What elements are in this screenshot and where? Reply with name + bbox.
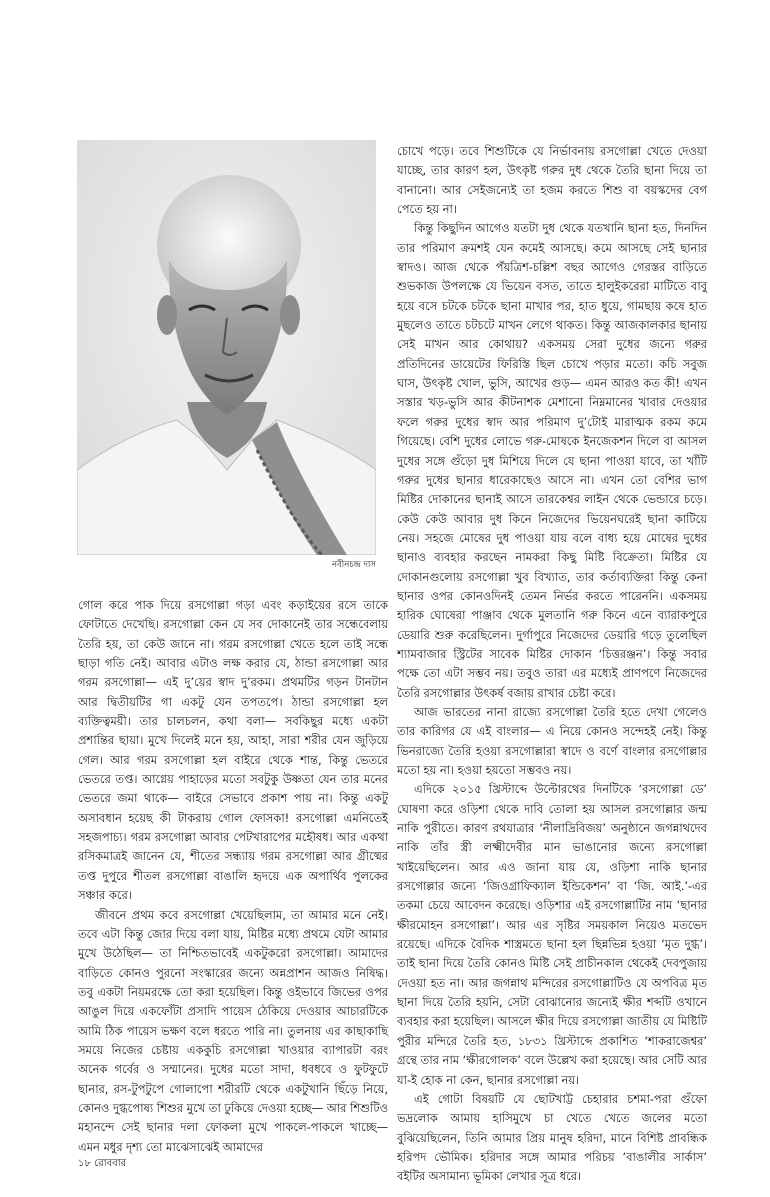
- paragraph: জীবনে প্রথম কবে রসগোল্লা খেয়েছিলাম, তা আমার মনে নেই। তবে এটা কিন্তু জোর দিয়ে বলা যায়, মিষ্টির মধ্যে প্রথমে যেটা আমার মুখে উঠেছিল— তা নিশ্চিতভাবেই একটুকরো রসগোল্লা। আমাদের বাড়িতে কোনও পুরনো সংস্কারের জন্যে অন্নপ্রাশন আজও নিষিদ্ধ। তবু একটা নিয়মরক্ষে তো করা হয়েছিল। কিন্তু ওইভাবে জিভের ওপর আঙুল দিয়ে একফোঁটা প্রসাদি পায়েস ঠেকিয়ে দেওয়ার আচারটিকে আমি ঠিক পায়েস ভক্ষণ বলে ধরতে পারি না। তুলনায় এর কাছাকাছি সময়ে নিজের চেষ্টায় এককুচি রসগোল্লা খাওয়ার ব্যাপারটা বরং অনেক গর্বের ও সম্মানের। দুধের মতো সাদা, ধবধবে ও ফুটফুটে ছানার, রস-টুপটুপে গোলাপো শরীরটি থেকে একটুখানি ছিঁড়ে নিয়ে, কোনও দুগ্ধপোষ্য শিশুর মুখে তা ঢুকিয়ে দেওয়া হচ্ছে— আর শিশুটিও মহানন্দে সেই ছানার দলা ফোকলা মুখে পাকলে-পাকলে খাচ্ছে— এমন মধুর দৃশ্য তো মাঝেসাঝেই আমাদের: [78, 907, 388, 1154]
- portrait-illustration: [77, 140, 376, 555]
- paragraph: চোখে পড়ে। তবে শিশুটিকে যে নির্ভাবনায় রসগোল্লা খেতে দেওয়া যাচ্ছে, তার কারণ হল, উৎকৃষ্ট গরুর দুধ থেকে তৈরি ছানা দিয়ে তা বানানো। আর সেইজন্যেই তা হজম করতে শিশু বা বয়স্কদের বেগ পেতে হয় না।: [397, 144, 707, 217]
- portrait-photo: [77, 140, 376, 555]
- paragraph: এই গোটা বিষয়টি যে ছোটখাট্ট চেহারার চশমা-পরা গুঁফো ভদ্রলোক আমায় হাসিমুখে চা খেতে খেতে জলের মতো বুঝিয়েছিলেন, তিনি আমার প্রিয় মানুষ হরিদা, মানে বিশিষ্ট প্রাবন্ধিক হরিপদ ভৌমিক। হরিদার সঙ্গে আমার পরিচয় ‘বাঙালীর সার্কাস’ বইটির অসামান্য ভূমিকা লেখার সূত্র ধরে।: [397, 1091, 707, 1184]
- right-column: [397, 142, 707, 1187]
- paragraph: আজ ভারতের নানা রাজ্যে রসগোল্লা তৈরি হতে দেখা গেলেও তার কারিগর যে এই বাংলার— এ নিয়ে কোনও সন্দেহই নেই। কিন্তু ভিনরাজ্যে তৈরি হওয়া রসগোল্লারা স্বাদে ও বর্ণে বাংলার রসগোল্লার মতো হয় না। হওয়া হয়তো সম্ভবও নয়।: [397, 704, 707, 777]
- left-column: [78, 596, 388, 1157]
- paragraph: গোল করে পাক দিয়ে রসগোল্লা গড়া এবং কড়াইয়ের রসে তাকে ফোটাতে দেখেছি। রসগোল্লা কেন যে সব দোকানেই তার সন্ধেবেলায় তৈরি হয়, তা কেউ জানে না। গরম রসগোল্লা খেতে হলে তাই সন্ধে ছাড়া গতি নেই। আবার এটাও লক্ষ করার যে, ঠান্ডা রসগোল্লা আর গরম রসগোল্লা— এই দু’য়ের স্বাদ দু’রকম। প্রথমটির গড়ন টানটান আর দ্বিতীয়টির গা একটু যেন তপতপে। ঠান্ডা রসগোল্লা হল ব্যক্তিত্বময়ী। তার চালচলন, কথা বলা— সবকিছুর মধ্যে একটা প্রশান্তির ছায়া। মুখে দিলেই মনে হয়, আহা, সারা শরীর যেন জুড়িয়ে গেল। আর গরম রসগোল্লা হল বাইরে থেকে শান্ত, কিন্তু ভেতরে ভেতরে তপ্ত। আগ্নেয় পাহাড়ের মতো সবটুকু উষ্ণতা যেন তার মনের ভেতরে জমা থাকে— বাইরে সেভাবে প্রকাশ পায় না। কিন্তু একটু অসাবধান হয়েছ কী টাকরায় গোল ফোসকা! রসগোল্লা এমনিতেই সহজপাচ্য। গরম রসগোল্লা আবার পেটখারাপের মহৌষধ। আর একথা রসিকমাত্রই জানেন যে, শীতের সন্ধ্যায় গরম রসগোল্লা আর গ্রীষ্মের তপ্ত দুপুরে শীতল রসগোল্লা বাঙালি হৃদয়ে এক অপার্থিব পুলকের সঞ্চার করে।: [78, 598, 388, 903]
- paragraph: কিন্তু কিছুদিন আগেও যতটা দুধ থেকে যতখানি ছানা হত, দিনদিন তার পরিমাণ ক্রমশই যেন কমেই আসছে। কমে আসছে সেই ছানার স্বাদও। আজ থেকে পঁয়ত্রিশ-চল্লিশ বছর আগেও গেরস্তর বাড়িতে শুভকাজ উপলক্ষে যে ভিয়েন বসত, তাতে হালুইকরেরা মাটিতে বাবু হয়ে বসে চটকে চটকে ছানা মাখার পর, হাত ধুয়ে, গামছায় কষে হাত মুছলেও তাতে চটচটে মাখন লেগে থাকত। কিন্তু আজকালকার ছানায় সেই মাখন আর কোথায়? একসময় সেরা দুধের জন্যে গরুর প্রতিদিনের ডায়েটের ফিরিস্তি ছিল চোখে পড়ার মতো। কচি সবুজ ঘাস, উৎকৃষ্ট খোল, ভুসি, আখের গুড়— এমন আরও কত কী! এখন সস্তার খড়-ভুসি আর কীটনাশক মেশানো নিম্নমানের খাবার দেওয়ার ফলে গরুর দুধের স্বাদ আর পরিমাণ দু’টোই মারাত্মক রকম কমে গিয়েছে। বেশি দুধের লোভে গরু-মোষকে ইনজেকশন দিলে বা আসল দুধের সঙ্গে গুঁড়ো দুধ মিশিয়ে দিলে যে ছানা পাওয়া যাবে, তা খাঁটি গরুর দুধের ছানার ধারেকাছেও আসে না। এখন তো বেশির ভাগ মিষ্টির দোকানের ছানাই আসে তারকেশ্বর লাইন থেকে ভেন্ডারে চড়ে। কেউ কেউ আবার দুধ কিনে নিজেদের ভিয়েনঘরেই ছানা কাটিয়ে নেয়। সহজে মোষের দুধ পাওয়া যায় বলে বাধ্য হয়ে মোষের দুধের ছানাও ব্যবহার করছেন নামকরা কিছু মিষ্টি বিক্রেতা। মিষ্টির যে দোকানগুলোয় রসগোল্লা খুব বিখ্যাত, তার কর্তাব্যক্তিরা কিন্তু কেনা ছানার ওপর কোনওদিনই তেমন নির্ভর করতে পারেননি। একসময় হারিক ঘোষেরা পাঞ্জাব থেকে মুলতানি গরু কিনে এনে ব্যারাকপুরে ডেয়ারি শুরু করেছিলেন। দুর্গাপুরে নিজেদের ডেয়ারি গড়ে তুলেছিল শ্যামবাজার স্ট্রিটের সাবেক মিষ্টির দোকান ‘চিত্তরঞ্জন’। কিন্তু সবার পক্ষে তো এটা সম্ভব নয়। তবুও তারা এর মধ্যেই প্রাণপণে নিজেদের তৈরি রসগোল্লার উৎকর্ষ বজায় রাখার চেষ্টা করে।: [397, 221, 708, 700]
- paragraph: এদিকে ২০১৫ খ্রিস্টাব্দে উল্টোরথের দিনটিকে ‘রসগোল্লা ডে’ ঘোষণা করে ওড়িশা থেকে দাবি তোলা হয় আসল রসগোল্লার জন্ম নাকি পুরীতে। কারণ রথযাত্রার ‘নীলাদ্রিবিজয়’ অনুষ্ঠানে জগন্নাথদেব নাকি তাঁর স্ত্রী লক্ষ্মীদেবীর মান ভাঙানোর জন্যে রসগোল্লা খাইয়েছিলেন। আর এও জানা যায় যে, ওড়িশা নাকি ছানার রসগোল্লার জন্যে ‘জিওগ্রাফিক্যাল ইন্ডিকেশন’ বা ‘জি. আই.’-এর তকমা চেয়ে আবেদন করেছে। ওড়িশার এই রসগোল্লাটির নাম ‘ছানার ক্ষীরমোহন রসগোল্লা’। আর এর সৃষ্টির সময়কাল নিয়েও মতভেদ রয়েছে। এদিকে বৈদিক শাস্ত্রমতে ছানা হল ছিন্নভিন্ন হওয়া ‘মৃত দুগ্ধ’। তাই ছানা দিয়ে তৈরি কোনও মিষ্টি সেই প্রাচীনকাল থেকেই দেবপুজায় দেওয়া হত না। আর জগন্নাথ মন্দিরের রসগোল্লাটিও যে অপবিত্র মৃত ছানা দিয়ে তৈরি হয়নি, সেটা বোঝানোর জন্যেই ক্ষীর শব্দটি ওখানে ব্যবহার করা হয়েছিল। আসলে ক্ষীর দিয়ে রসগোল্লা জাতীয় যে মিষ্টিটি পুরীর মন্দিরে তৈরি হত, ১৮৩১ খ্রিস্টাব্দে প্রকাশিত ‘শাকরাজেশ্বর’ গ্রন্থে তার নাম ‘ক্ষীরগোলক’ বলে উল্লেখ করা হয়েছে। আর সেটি আর যা-ই হোক না কেন, ছানার রসগোল্লা নয়।: [397, 782, 707, 1087]
- photo-caption: নবীনচন্দ্র দাস: [331, 560, 376, 570]
- page-footer: ১৮ রোববার: [78, 1158, 127, 1169]
